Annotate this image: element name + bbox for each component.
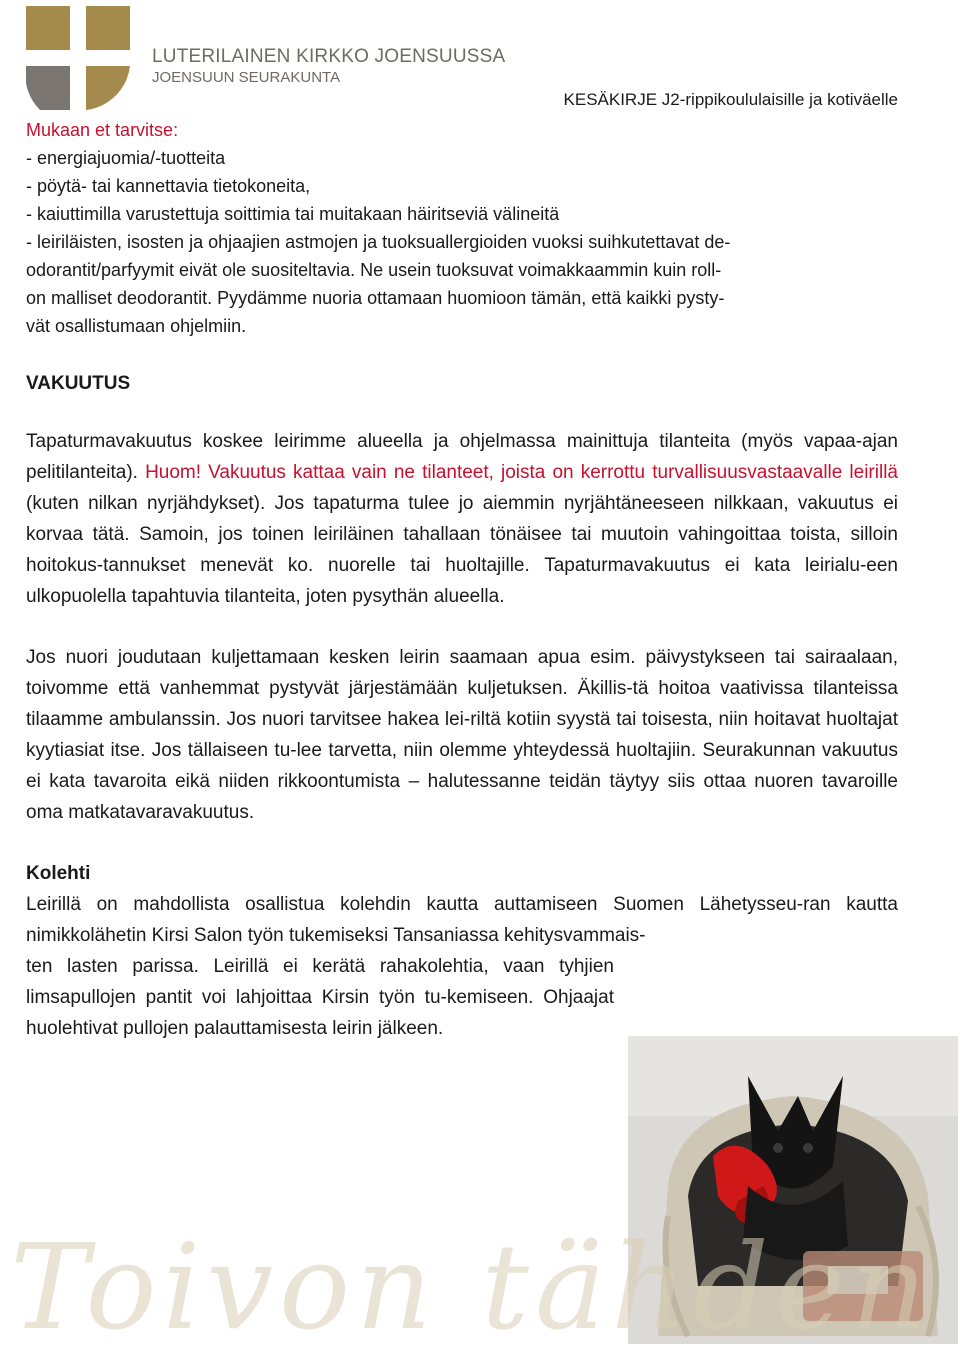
insurance-text-a: Tapaturmavakuutus koskee leirimme alueella ja ohjelmassa mainittuja tilanteita (myös vapaa-ajan pelitilanteita).: [26, 431, 898, 483]
list-item: - energiajuomia/-tuotteita: [26, 148, 226, 168]
watermark-text: Toivon tähden: [10, 1218, 933, 1350]
cross-emblem-icon: [26, 6, 130, 110]
insurance-paragraph-1: [26, 426, 898, 612]
list-item: vät osallistumaan ohjelmiin.: [26, 316, 247, 336]
dog-in-bag-photo-icon: [628, 1036, 958, 1344]
insurance-heading: VAKUUTUS: [26, 373, 131, 394]
insurance-warning: Huom! Vakuutus kattaa vain ne tilanteet, joista on kerrottu turvallisuusvastaavalle leirillä: [145, 462, 898, 483]
collection-paragraph-2: ten lasten parissa. Leirillä ei kerätä rahakolehtia, vaan tyhjien limsapullojen pantit voi lahjoittaa Kirsin työn tu-kemiseen. Ohjaajat huolehtivat pullojen palauttamisesta leirin jälkeen.: [26, 956, 614, 1039]
list-item: - kaiuttimilla varustettuja soittimia tai muitakaan häiritseviä välineitä: [26, 204, 560, 224]
insurance-text-b: (kuten nilkan nyrjähdykset). Jos tapaturma tulee jo aiemmin nyrjähtäneeseen nilkkaan, vakuutus ei korvaa tätä. Samoin, jos toinen leiriläinen tahallaan tönäisee tai muutoin vahingoittaa toista, silloin hoitokus-tannukset menevät ko. nuorelle tai huoltajille. Tapaturmavakuutus ei kata leirialu-een ulkopuolella tapahtuvia tilanteita, joten pysythän alueella.: [26, 493, 898, 607]
collection-heading: Kolehti: [26, 863, 91, 884]
org-subname-line: JOENSUUN SEURAKUNTA: [152, 69, 341, 86]
collection-paragraph-1: Leirillä on mahdollista osallistua kolehdin kautta auttamiseen Suomen Lähetysseu-ran kautta nimikkolähetin Kirsi Salon työn tukemiseksi Tansaniassa kehitysvammais-: [26, 894, 898, 946]
list-item: - pöytä- tai kannettavia tietokoneita,: [26, 176, 311, 196]
no-bring-list: [26, 144, 898, 340]
insurance-paragraph-2: Jos nuori joudutaan kuljettamaan kesken leirin saamaan apua esim. päivystykseen tai sairaalaan, toivomme että vanhemmat pystyvät järjestämään kuljetuksen. Äkillis-tä hoitoa vaativissa tilanteissa tilaamme ambulanssin. Jos nuori tarvitsee hakea lei-riltä kotiin syystä tai toisesta, niin hoitavat huoltajat kyytiasiat itse. Jos tällaiseen tu-lee tarvetta, niin olemme yhteydessä huoltajiin. Seurakunnan vakuutus ei kata tavaroita eikä niiden rikkoontumista – halutessanne teidän täytyy siis ottaa nuoren tavaroille oma matkatavaravakuutus.: [26, 647, 898, 823]
list-item: odorantit/parfyymit eivät ole suositeltavia. Ne usein tuoksuvat voimakkaammin kuin roll-: [26, 260, 722, 280]
no-bring-title: Mukaan et tarvitse:: [26, 120, 179, 140]
letter-body: [26, 116, 898, 1044]
letter-subject: KESÄKIRJE J2-rippikoululaisille ja kotiväelle: [563, 90, 898, 109]
list-item: on malliset deodorantit. Pyydämme nuoria ottamaan huomioon tämän, että kaikki pysty-: [26, 288, 725, 308]
organization-name: [152, 46, 505, 87]
org-name-line: LUTERILAINEN KIRKKO JOENSUUSSA: [152, 46, 506, 67]
list-item: - leiriläisten, isosten ja ohjaajien astmojen ja tuoksuallergioiden vuoksi suihkutettavat de-: [26, 232, 731, 252]
